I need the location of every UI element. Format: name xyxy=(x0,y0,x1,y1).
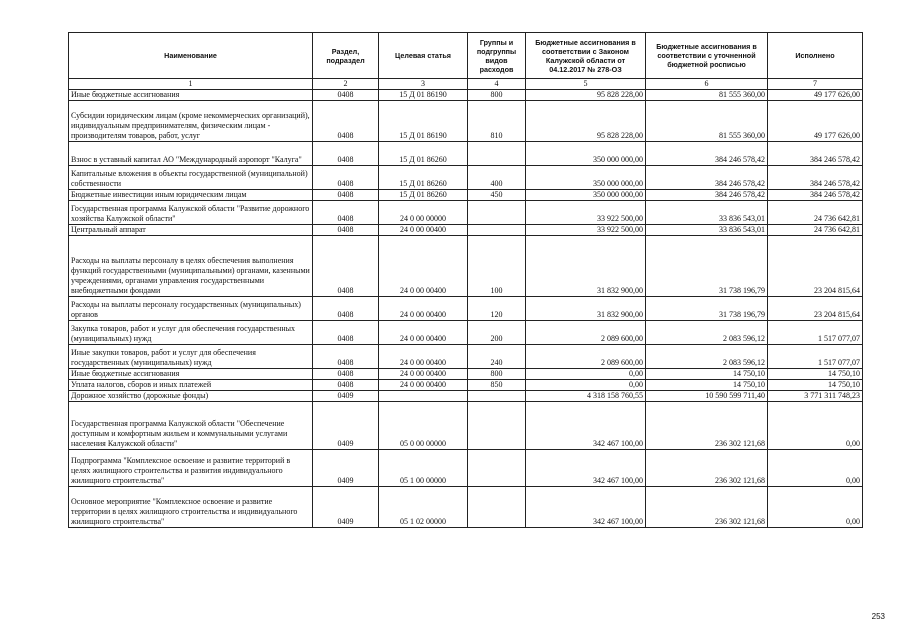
cell-executed: 14 750,10 xyxy=(768,369,863,380)
cell-refined: 31 738 196,79 xyxy=(646,236,768,297)
cell-target: 15 Д 01 86260 xyxy=(379,166,468,190)
budget-table xyxy=(68,32,863,528)
cell-executed: 49 177 626,00 xyxy=(768,101,863,142)
cell-law: 342 467 100,00 xyxy=(526,450,646,487)
table-row xyxy=(69,321,863,345)
table-row xyxy=(69,236,863,297)
page-number: 253 xyxy=(871,612,885,621)
cell-executed: 384 246 578,42 xyxy=(768,142,863,166)
cell-executed: 1 517 077,07 xyxy=(768,345,863,369)
cell-section: 0408 xyxy=(313,101,379,142)
cell-refined: 236 302 121,68 xyxy=(646,450,768,487)
cell-group: 200 xyxy=(468,321,526,345)
cell-section: 0408 xyxy=(313,166,379,190)
cell-executed: 49 177 626,00 xyxy=(768,90,863,101)
table-row xyxy=(69,201,863,225)
cell-name: Уплата налогов, сборов и иных платежей xyxy=(69,380,313,391)
cell-section: 0408 xyxy=(313,236,379,297)
cell-refined: 81 555 360,00 xyxy=(646,90,768,101)
cell-target: 24 0 00 00400 xyxy=(379,380,468,391)
cell-group: 800 xyxy=(468,369,526,380)
cell-target: 24 0 00 00400 xyxy=(379,345,468,369)
cell-name: Иные закупки товаров, работ и услуг для обеспечения государственных (муниципальных) нужд xyxy=(69,345,313,369)
cell-group: 120 xyxy=(468,297,526,321)
table-row xyxy=(69,225,863,236)
cell-name: Капитальные вложения в объекты государственной (муниципальной) собственности xyxy=(69,166,313,190)
cell-group xyxy=(468,201,526,225)
cell-section: 0408 xyxy=(313,297,379,321)
cell-section: 0408 xyxy=(313,90,379,101)
table-row xyxy=(69,166,863,190)
cell-section: 0408 xyxy=(313,142,379,166)
cell-refined: 14 750,10 xyxy=(646,369,768,380)
cell-section: 0409 xyxy=(313,487,379,528)
cell-law: 0,00 xyxy=(526,369,646,380)
cell-target: 24 0 00 00400 xyxy=(379,321,468,345)
header-group: Группы и подгруппы видов расходов xyxy=(468,33,526,79)
cell-group: 400 xyxy=(468,166,526,190)
cell-section: 0409 xyxy=(313,391,379,402)
header-law: Бюджетные ассигнования в соответствии с Законом Калужской области от 04.12.2017 № 278-ОЗ xyxy=(526,33,646,79)
cell-name: Иные бюджетные ассигнования xyxy=(69,90,313,101)
cell-name: Подпрограмма "Комплексное освоение и развитие территорий в целях жилищного строительства и развития индивидуального жилищного строительства" xyxy=(69,450,313,487)
cell-name: Расходы на выплаты персоналу государственных (муниципальных) органов xyxy=(69,297,313,321)
cell-refined: 384 246 578,42 xyxy=(646,190,768,201)
cell-refined: 2 083 596,12 xyxy=(646,345,768,369)
cell-law: 95 828 228,00 xyxy=(526,90,646,101)
cell-law: 95 828 228,00 xyxy=(526,101,646,142)
cell-group xyxy=(468,487,526,528)
cell-section: 0408 xyxy=(313,345,379,369)
cell-target: 15 Д 01 86260 xyxy=(379,190,468,201)
cell-name: Расходы на выплаты персоналу в целях обеспечения выполнения функций государственными (муниципальными) органами, казенными учреждениями, органами управления государственными внебюджетными фондами xyxy=(69,236,313,297)
cell-target: 24 0 00 00400 xyxy=(379,297,468,321)
cell-law: 350 000 000,00 xyxy=(526,166,646,190)
cell-law: 33 922 500,00 xyxy=(526,201,646,225)
cell-target: 24 0 00 00400 xyxy=(379,369,468,380)
cell-target: 24 0 00 00400 xyxy=(379,236,468,297)
column-number: 7 xyxy=(768,79,863,90)
column-number: 3 xyxy=(379,79,468,90)
cell-name: Бюджетные инвестиции иным юридическим лицам xyxy=(69,190,313,201)
cell-refined: 14 750,10 xyxy=(646,380,768,391)
cell-law: 342 467 100,00 xyxy=(526,402,646,450)
cell-refined: 33 836 543,01 xyxy=(646,225,768,236)
table-row xyxy=(69,142,863,166)
cell-law: 2 089 600,00 xyxy=(526,345,646,369)
column-number: 4 xyxy=(468,79,526,90)
cell-executed: 384 246 578,42 xyxy=(768,190,863,201)
cell-target: 15 Д 01 86190 xyxy=(379,101,468,142)
cell-law: 2 089 600,00 xyxy=(526,321,646,345)
cell-section: 0408 xyxy=(313,369,379,380)
cell-name: Центральный аппарат xyxy=(69,225,313,236)
cell-refined: 10 590 599 711,40 xyxy=(646,391,768,402)
cell-refined: 2 083 596,12 xyxy=(646,321,768,345)
cell-law: 33 922 500,00 xyxy=(526,225,646,236)
table-body xyxy=(69,90,863,528)
column-number: 6 xyxy=(646,79,768,90)
cell-executed: 1 517 077,07 xyxy=(768,321,863,345)
header-target: Целевая статья xyxy=(379,33,468,79)
cell-name: Иные бюджетные ассигнования xyxy=(69,369,313,380)
header-refined: Бюджетные ассигнования в соответствии с уточненной бюджетной росписью xyxy=(646,33,768,79)
column-number: 5 xyxy=(526,79,646,90)
header-name: Наименование xyxy=(69,33,313,79)
table-row xyxy=(69,345,863,369)
cell-refined: 384 246 578,42 xyxy=(646,142,768,166)
header-executed: Исполнено xyxy=(768,33,863,79)
cell-refined: 236 302 121,68 xyxy=(646,487,768,528)
cell-section: 0408 xyxy=(313,225,379,236)
cell-executed: 0,00 xyxy=(768,450,863,487)
cell-group xyxy=(468,402,526,450)
cell-law: 350 000 000,00 xyxy=(526,190,646,201)
cell-target: 24 0 00 00400 xyxy=(379,225,468,236)
cell-name: Взнос в уставный капитал АО "Международный аэропорт "Калуга" xyxy=(69,142,313,166)
column-number: 1 xyxy=(69,79,313,90)
table-row xyxy=(69,297,863,321)
cell-refined: 33 836 543,01 xyxy=(646,201,768,225)
cell-name: Государственная программа Калужской области "Развитие дорожного хозяйства Калужской области" xyxy=(69,201,313,225)
cell-law: 31 832 900,00 xyxy=(526,297,646,321)
table-row xyxy=(69,369,863,380)
cell-target: 15 Д 01 86190 xyxy=(379,90,468,101)
cell-group xyxy=(468,391,526,402)
cell-group: 810 xyxy=(468,101,526,142)
table-row xyxy=(69,450,863,487)
cell-section: 0409 xyxy=(313,402,379,450)
cell-name: Субсидии юридическим лицам (кроме некоммерческих организаций), индивидуальным предпринимателям, физическим лицам - производителям товаров, работ, услуг xyxy=(69,101,313,142)
cell-law: 342 467 100,00 xyxy=(526,487,646,528)
table-row xyxy=(69,487,863,528)
cell-section: 0408 xyxy=(313,380,379,391)
cell-group xyxy=(468,225,526,236)
cell-target: 05 1 02 00000 xyxy=(379,487,468,528)
cell-target xyxy=(379,391,468,402)
cell-executed: 3 771 311 748,23 xyxy=(768,391,863,402)
column-number: 2 xyxy=(313,79,379,90)
cell-group: 100 xyxy=(468,236,526,297)
cell-name: Основное мероприятие "Комплексное освоение и развитие территории в целях жилищного строительства и индивидуального жилищного строительства" xyxy=(69,487,313,528)
cell-target: 15 Д 01 86260 xyxy=(379,142,468,166)
cell-executed: 0,00 xyxy=(768,402,863,450)
cell-executed: 0,00 xyxy=(768,487,863,528)
cell-law: 350 000 000,00 xyxy=(526,142,646,166)
cell-refined: 384 246 578,42 xyxy=(646,166,768,190)
table-row xyxy=(69,90,863,101)
table-header-row xyxy=(69,33,863,79)
cell-law: 31 832 900,00 xyxy=(526,236,646,297)
table-row xyxy=(69,190,863,201)
cell-group: 800 xyxy=(468,90,526,101)
cell-section: 0408 xyxy=(313,190,379,201)
cell-group: 240 xyxy=(468,345,526,369)
cell-refined: 31 738 196,79 xyxy=(646,297,768,321)
cell-group: 450 xyxy=(468,190,526,201)
cell-group: 850 xyxy=(468,380,526,391)
cell-refined: 81 555 360,00 xyxy=(646,101,768,142)
cell-target: 05 1 00 00000 xyxy=(379,450,468,487)
cell-law: 0,00 xyxy=(526,380,646,391)
cell-executed: 384 246 578,42 xyxy=(768,166,863,190)
cell-section: 0409 xyxy=(313,450,379,487)
table-row xyxy=(69,380,863,391)
cell-section: 0408 xyxy=(313,201,379,225)
table-row xyxy=(69,391,863,402)
cell-executed: 14 750,10 xyxy=(768,380,863,391)
cell-executed: 24 736 642,81 xyxy=(768,201,863,225)
cell-section: 0408 xyxy=(313,321,379,345)
cell-name: Государственная программа Калужской области "Обеспечение доступным и комфортным жильем и коммунальными услугами населения Калужской области" xyxy=(69,402,313,450)
header-section: Раздел, подраздел xyxy=(313,33,379,79)
cell-name: Закупка товаров, работ и услуг для обеспечения государственных (муниципальных) нужд xyxy=(69,321,313,345)
table-row xyxy=(69,101,863,142)
cell-target: 24 0 00 00000 xyxy=(379,201,468,225)
cell-group xyxy=(468,142,526,166)
cell-refined: 236 302 121,68 xyxy=(646,402,768,450)
column-number-row xyxy=(69,79,863,90)
cell-law: 4 318 158 760,55 xyxy=(526,391,646,402)
table-row xyxy=(69,402,863,450)
cell-target: 05 0 00 00000 xyxy=(379,402,468,450)
cell-name: Дорожное хозяйство (дорожные фонды) xyxy=(69,391,313,402)
cell-group xyxy=(468,450,526,487)
cell-executed: 23 204 815,64 xyxy=(768,236,863,297)
cell-executed: 23 204 815,64 xyxy=(768,297,863,321)
cell-executed: 24 736 642,81 xyxy=(768,225,863,236)
